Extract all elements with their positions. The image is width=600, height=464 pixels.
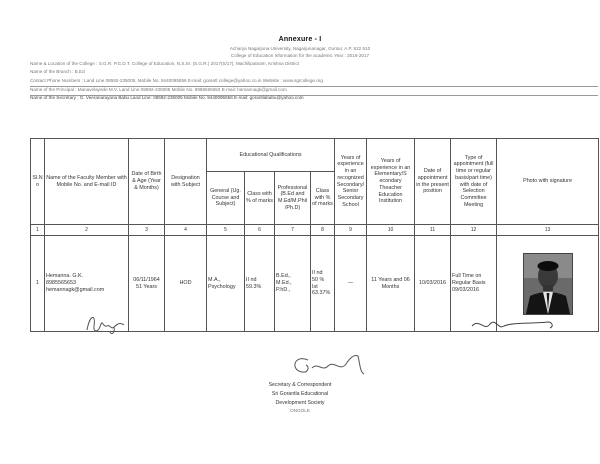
faculty-name: Hemanna. G.K. [46,273,84,280]
header-name: Name of the Faculty Member with Mobile No. and E-mail ID [45,139,129,225]
class-1-grade: II nd [246,276,257,283]
header-exp-secondary: Years of experience in an recognized Secondary/ Senior Secondary School [335,139,367,225]
cell-dob [129,236,165,332]
seal-line-3: Development Society [275,400,325,406]
professional-bed: B.Ed., [276,273,291,280]
column-number-row [31,225,599,236]
cell-doa: 10/03/2016 [415,236,451,332]
header-class-2: Class with % of marks [311,172,335,225]
header-line-2: College of Education Information for the academic Year : 2016-2017 [230,53,370,58]
header-line-7: Name of the Secretary : G. Veeranarayana Babu Land Line: 08592-235005 Mobile No. 9440095556 E-mail: gorantlababu@yahoo.com [30,95,304,100]
cell-general: M.A., Psychology [207,236,245,332]
header-dob: Date of Birth & Age (Year & Months) [129,139,165,225]
header-exp-elementary: Years of experience in an Elementary/S econdary Theacher Education Institution [367,139,415,225]
column-number: 3 [129,225,165,236]
cell-class-1 [245,236,275,332]
header-designation: Designation with Subject [165,139,207,225]
faculty-table [30,138,599,332]
seal-line-4: ONGOLE [290,408,310,413]
header-general: General (Ug. Course and Subject) [207,172,245,225]
header-line-1: Acharya Nagarjuna University, Nagarjunanagar, Guntur, A.P. 522 510 [229,46,371,51]
column-number: 5 [207,225,245,236]
faculty-photo [523,253,573,315]
header-edu: Educational Qualifications [207,139,335,172]
header-photo: Photo with signature [497,139,599,225]
cell-class-2 [311,236,335,332]
faculty-email: hemannagk@gmail.com [46,286,105,293]
faculty-mobile: 8985565653 [46,280,76,287]
class-2-percent: 50 % [312,276,325,283]
professional-med: M.Ed., [276,280,292,287]
header-type: Type of appointment (full time or regular basis/part time) with date of Selection Committee Meeting [451,139,497,225]
photo-signature-scribble [470,314,560,336]
column-number: 10 [367,225,415,236]
cell-exp-elementary: 11 Years and 06 Months [367,236,415,332]
column-number: 4 [165,225,207,236]
class-2-grade-2: Ist [312,283,318,290]
column-number: 13 [497,225,599,236]
header-line-3: Name & Location of the College : S.G.R. P.G.D.T. College of Education, N.S.Sr. (S.G.R.) 2017(S/17), Machilipatnam, Krishna District [30,61,300,66]
professional-phd: P.hD., [276,286,291,293]
header-professional: Professional (B.Ed and M.Ed/M.Phil /Ph.D) [275,172,311,225]
cell-exp-secondary: — [335,236,367,332]
column-number: 9 [335,225,367,236]
cell-professional [275,236,311,332]
header-class-1: Class with % of marks [245,172,275,225]
cell-designation: HOD [165,236,207,332]
column-number: 8 [311,225,335,236]
class-2-percent-2: 63.37% [312,290,331,297]
header-line-4: Name of the Branch : B.Ed [30,69,85,74]
header-line-5: Contact Phone Numbers : Land Line 08592-235005, Mobile No. 9440095556 E-mail: gorantl college@yahoo.co.in Website : www.sgrcollege.org [30,78,323,83]
cell-sno: 1 [31,236,45,332]
header-row-1 [31,139,599,172]
header-sno: Sl.N o [31,139,45,225]
header-line-6: Name of the Principal : Manavelayede M.V. Land Line 08592-235005 Mobile No. 8985565653 E-mail: hemannagk@gmail.com [30,87,287,92]
seal-line-1: Secretary & Correspondent [268,382,332,388]
document-title: Annexure - I [278,36,322,43]
header-doa: Date of appointment in the present position [415,139,451,225]
column-number: 12 [451,225,497,236]
column-number: 6 [245,225,275,236]
cell-type: Full Time on Regular Basis 09/03/2016 [451,236,497,332]
secretary-signature-scribble [288,350,370,378]
column-number: 11 [415,225,451,236]
faculty-signature-scribble [84,310,130,338]
dob-age: 51 Years [136,283,157,290]
class-1-percent: 59.3% [246,283,262,290]
seal-line-2: Sri Gorantla Educational [271,391,329,397]
column-number: 7 [275,225,311,236]
class-2-grade: II nd [312,270,323,276]
dob-date: 06/11/1964 [133,276,160,283]
column-number: 2 [45,225,129,236]
column-number: 1 [31,225,45,236]
